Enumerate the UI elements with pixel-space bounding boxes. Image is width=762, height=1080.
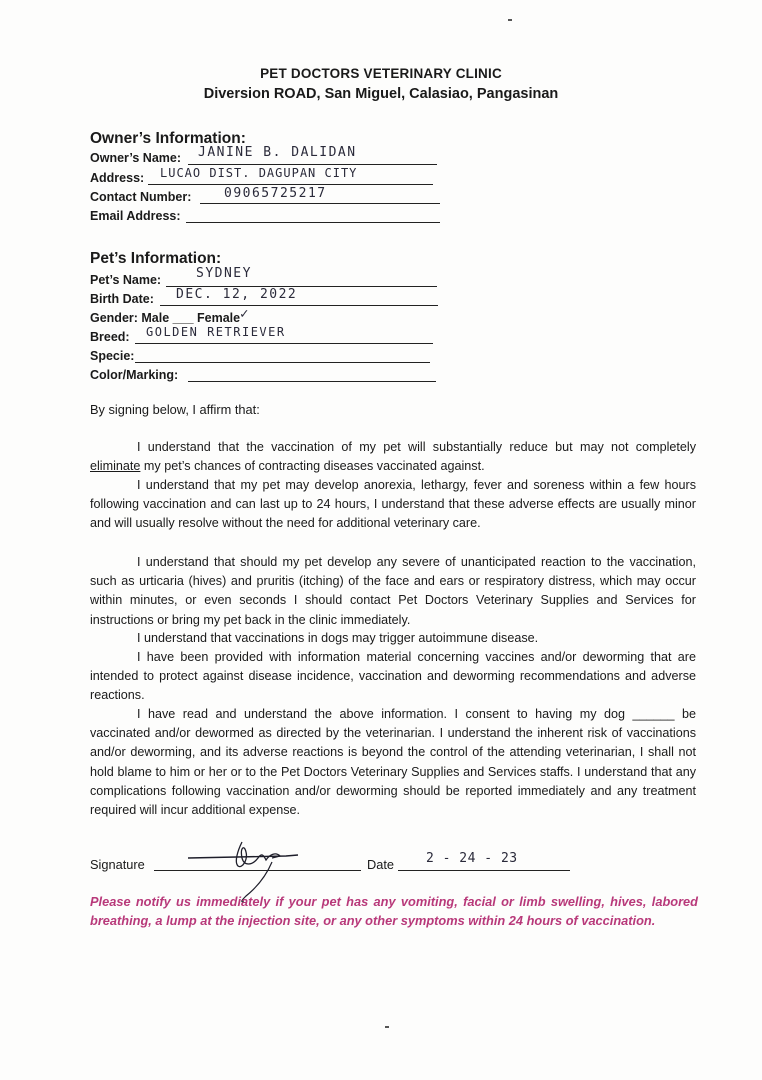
- birth-date-value: DEC. 12, 2022: [176, 287, 298, 302]
- consent-paragraph-4: I understand that vaccinations in dogs may trigger autoimmune disease.: [137, 631, 539, 645]
- consent-paragraph-6: I have read and understand the above information. I consent to having my dog ______ be vaccinated and/or dewormed as directed by the veterinarian. I understand the inherent risk of vaccinations and/or deworming, and its adverse reactions is beyond the control of the attending veterinarian, I shall not hold blame to him or her or to the Pet Doctors Veterinary Supplies and Services staffs. I understand that any complications following vaccination and/or deworming should be reported immediately and any treatment required will incur additional expense.: [90, 707, 696, 818]
- breed-line: [135, 343, 433, 344]
- contact-label: Contact Number:: [90, 190, 192, 204]
- color-marking-label: Color/Marking:: [90, 368, 179, 382]
- date-line: [398, 870, 570, 871]
- eliminate-word: eliminate: [90, 459, 141, 474]
- pet-section-title: Pet’s Information:: [90, 250, 222, 267]
- clinic-name: PET DOCTORS VETERINARY CLINIC: [260, 66, 502, 81]
- clinic-address: Diversion ROAD, San Miguel, Calasiao, Pangasinan: [203, 86, 559, 102]
- breed-label: Breed:: [90, 330, 130, 344]
- date-label: Date: [367, 857, 395, 872]
- gender-label: Gender: Male ___ Female: [90, 311, 241, 325]
- consent-paragraph-2: I understand that my pet may develop anorexia, lethargy, fever and soreness within a few hours following vaccination and can last up to 24 hours, I understand that these adverse effects are usually minor and will usually resolve without the need for additional veterinary care.: [90, 478, 696, 531]
- owner-section-title: Owner’s Information:: [90, 130, 246, 147]
- email-label: Email Address:: [90, 209, 181, 223]
- contact-value: 09065725217: [224, 186, 327, 201]
- contact-line: [200, 203, 440, 204]
- owner-name-label: Owner’s Name:: [90, 151, 182, 165]
- consent-intro: By signing below, I affirm that:: [90, 402, 260, 417]
- address-line: [148, 184, 433, 185]
- owner-name-value: JANINE B. DALIDAN: [198, 145, 357, 160]
- breed-value: GOLDEN RETRIEVER: [146, 325, 286, 339]
- date-value: 2 - 24 - 23: [426, 851, 518, 866]
- female-check-mark: ✓: [240, 306, 250, 322]
- consent-paragraph-3: I understand that should my pet develop any severe of unanticipated reaction to the vaccination, such as urticaria (hives) and pruritis (itching) of the face and ears or respiratory distress, which may occur within minutes, or even seconds I should contact Pet Doctors Veterinary Supplies and Services for instructions or bring my pet back in the clinic immediately.: [90, 555, 696, 627]
- birth-date-line: [160, 305, 438, 306]
- address-value: LUCAO DIST. DAGUPAN CITY: [160, 166, 358, 180]
- pet-name-value: SYDNEY: [196, 266, 252, 281]
- signature-label: Signature: [90, 857, 145, 872]
- specie-line: [135, 362, 430, 363]
- owner-name-line: [188, 164, 437, 165]
- consent-paragraph-5: I have been provided with information material concerning vaccines and/or deworming that are intended to protect against disease incidence, vaccination and deworming recommendations and adverse reactions.: [90, 650, 696, 703]
- birth-date-label: Birth Date:: [90, 292, 154, 306]
- specie-label: Specie:: [90, 349, 135, 363]
- email-line: [186, 222, 440, 223]
- pet-name-label: Pet’s Name:: [90, 273, 162, 287]
- address-label: Address:: [90, 171, 145, 185]
- scan-speck: [385, 1026, 389, 1028]
- color-marking-line: [188, 381, 436, 382]
- aftercare-notice: Please notify us immediately if your pet has any vomiting, facial or limb swelling, hives, labored breathing, a lump at the injection site, or any other symptoms within 24 hours of vaccination.: [90, 894, 698, 929]
- consent-paragraph-1: I understand that the vaccination of my pet will substantially reduce but may not completely eliminate my pet’s chances of contracting diseases vaccinated against.: [90, 440, 696, 474]
- scan-speck: [508, 19, 512, 21]
